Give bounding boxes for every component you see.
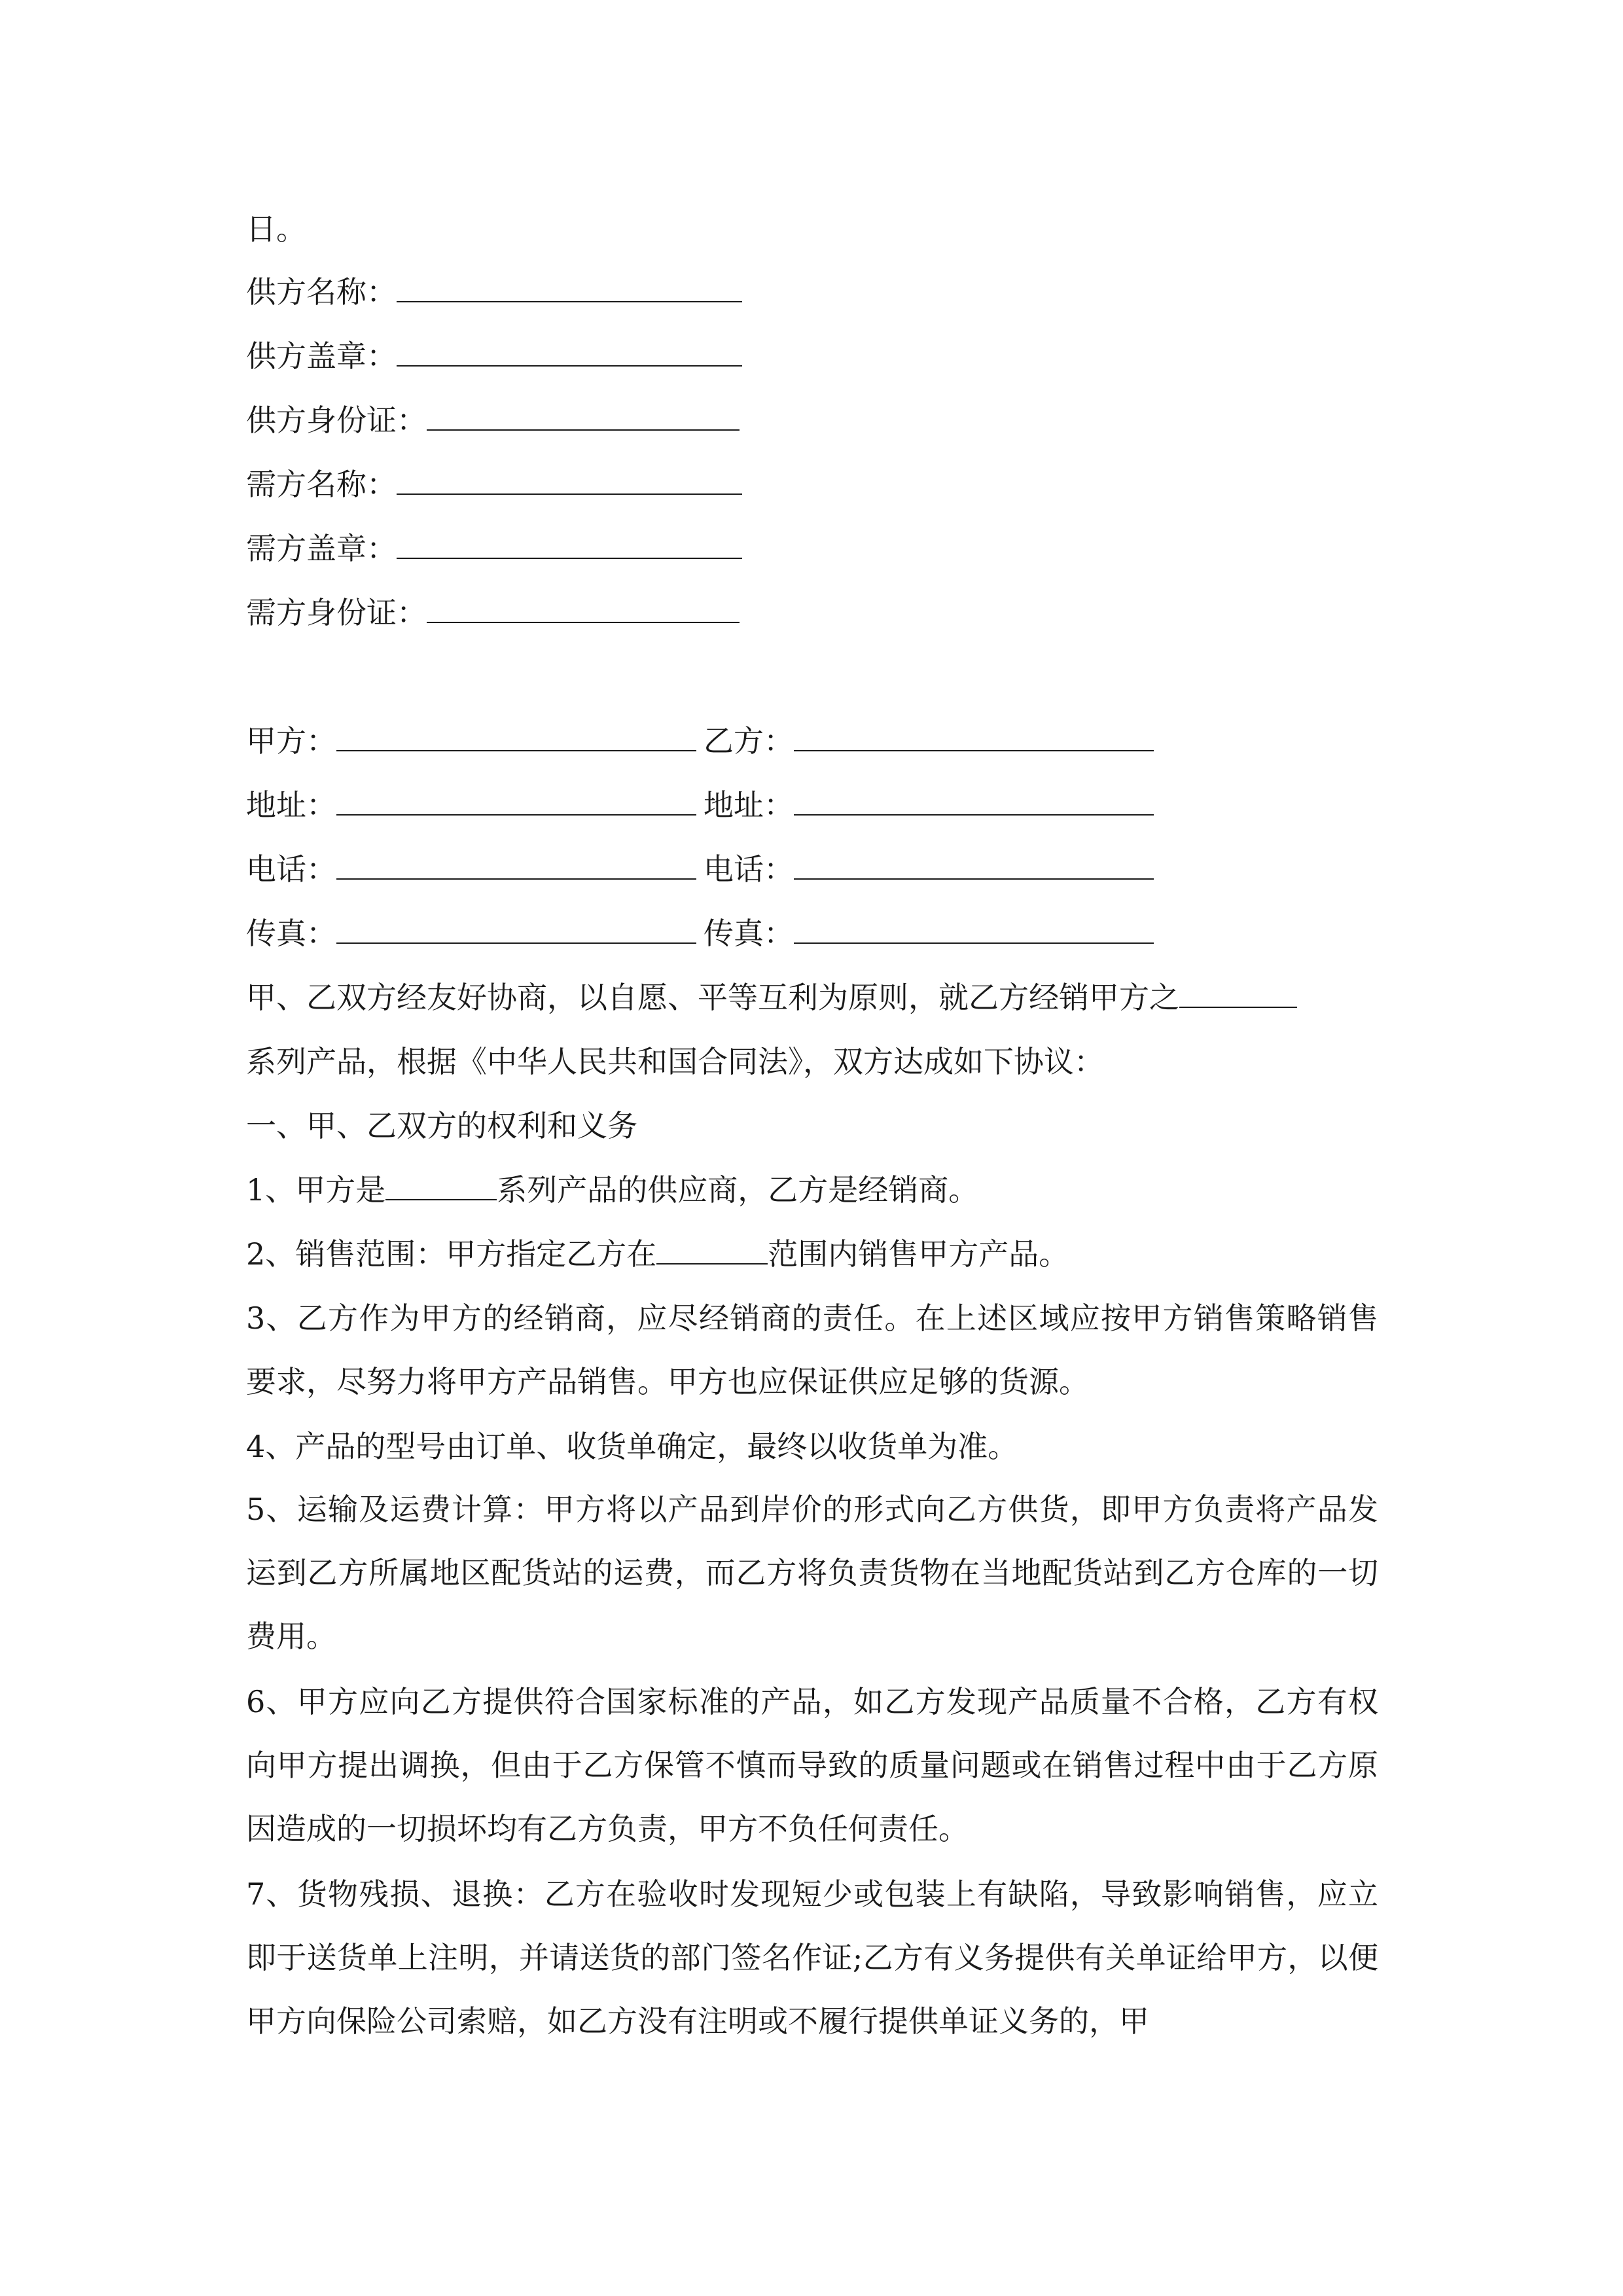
buyer-seal-blank[interactable] (397, 531, 742, 559)
intro-line-1: 甲、乙双方经友好协商，以自愿、平等互利为原则，就乙方经销甲方之 (246, 978, 1297, 1017)
intro-line-2: 系列产品，根据《中华人民共和国合同法》，双方达成如下协议： (246, 1044, 1104, 1079)
party-a-address-blank[interactable] (336, 788, 696, 816)
party-b-fax-blank[interactable] (794, 916, 1154, 944)
clause-4: 4、产品的型号由订单、收货单确定，最终以收货单为准。 (246, 1429, 1018, 1464)
party-b-address-blank[interactable] (794, 788, 1154, 816)
clause-2: 2、销售范围：甲方指定乙方在 范围内销售甲方产品。 (246, 1236, 1069, 1272)
party-a-line: 甲方： (246, 721, 696, 761)
clause-1: 1、甲方是 系列产品的供应商，乙方是经销商。 (246, 1172, 979, 1208)
clause-2-blank[interactable] (656, 1237, 768, 1265)
buyer-name-line: 需方名称： (246, 465, 742, 504)
party-b-blank[interactable] (794, 724, 1154, 751)
clause-7: 7、货物残损、退换：乙方在验收时发现短少或包装上有缺陷，导致影响销售，应立即于送货单上注明，并请送货的部门签名作证;乙方有义务提供有关单证给甲方，以便甲方向保险公司索赔，如乙方没有注明或不履行提供单证义务的，甲 (246, 1876, 1378, 2039)
supplier-id-line: 供方身份证： (246, 401, 740, 440)
supplier-seal-line: 供方盖章： (246, 336, 742, 376)
supplier-id-blank[interactable] (427, 403, 740, 431)
supplier-seal-blank[interactable] (397, 339, 742, 367)
buyer-id-blank[interactable] (427, 596, 740, 623)
party-a-address-line: 地址： (246, 785, 696, 825)
party-b-address-line: 地址： (704, 785, 1154, 825)
product-series-blank[interactable] (1179, 980, 1297, 1008)
clause-1-blank[interactable] (385, 1173, 497, 1200)
clause-3: 3、乙方作为甲方的经销商，应尽经销商的责任。在上述区域应按甲方销售策略销售要求，尽努力将甲方产品销售。甲方也应保证供应足够的货源。 (246, 1300, 1378, 1399)
party-a-phone-line: 电话： (246, 850, 696, 889)
party-a-fax-line: 传真： (246, 914, 696, 953)
supplier-name-blank[interactable] (397, 275, 742, 302)
party-a-blank[interactable] (336, 724, 696, 751)
buyer-seal-line: 需方盖章： (246, 529, 742, 568)
buyer-id-line: 需方身份证： (246, 593, 740, 632)
buyer-name-blank[interactable] (397, 467, 742, 495)
party-a-phone-blank[interactable] (336, 852, 696, 880)
party-a-fax-blank[interactable] (336, 916, 696, 944)
party-b-phone-line: 电话： (704, 850, 1154, 889)
clause-5: 5、运输及运费计算：甲方将以产品到岸价的形式向乙方供货，即甲方负责将产品发运到乙方所属地区配货站的运费，而乙方将负责货物在当地配货站到乙方仓库的一切费用。 (246, 1492, 1378, 1654)
party-b-fax-line: 传真： (704, 914, 1154, 953)
section-1-heading: 一、甲、乙双方的权利和义务 (246, 1108, 637, 1143)
top-fragment: 日。 (246, 211, 306, 247)
party-b-line: 乙方： (704, 721, 1154, 761)
party-b-phone-blank[interactable] (794, 852, 1154, 880)
clause-6: 6、甲方应向乙方提供符合国家标准的产品，如乙方发现产品质量不合格，乙方有权向甲方提出调换，但由于乙方保管不慎而导致的质量问题或在销售过程中由于乙方原因造成的一切损坏均有乙方负责，甲方不负任何责任。 (246, 1684, 1378, 1846)
supplier-name-line: 供方名称： (246, 272, 742, 312)
